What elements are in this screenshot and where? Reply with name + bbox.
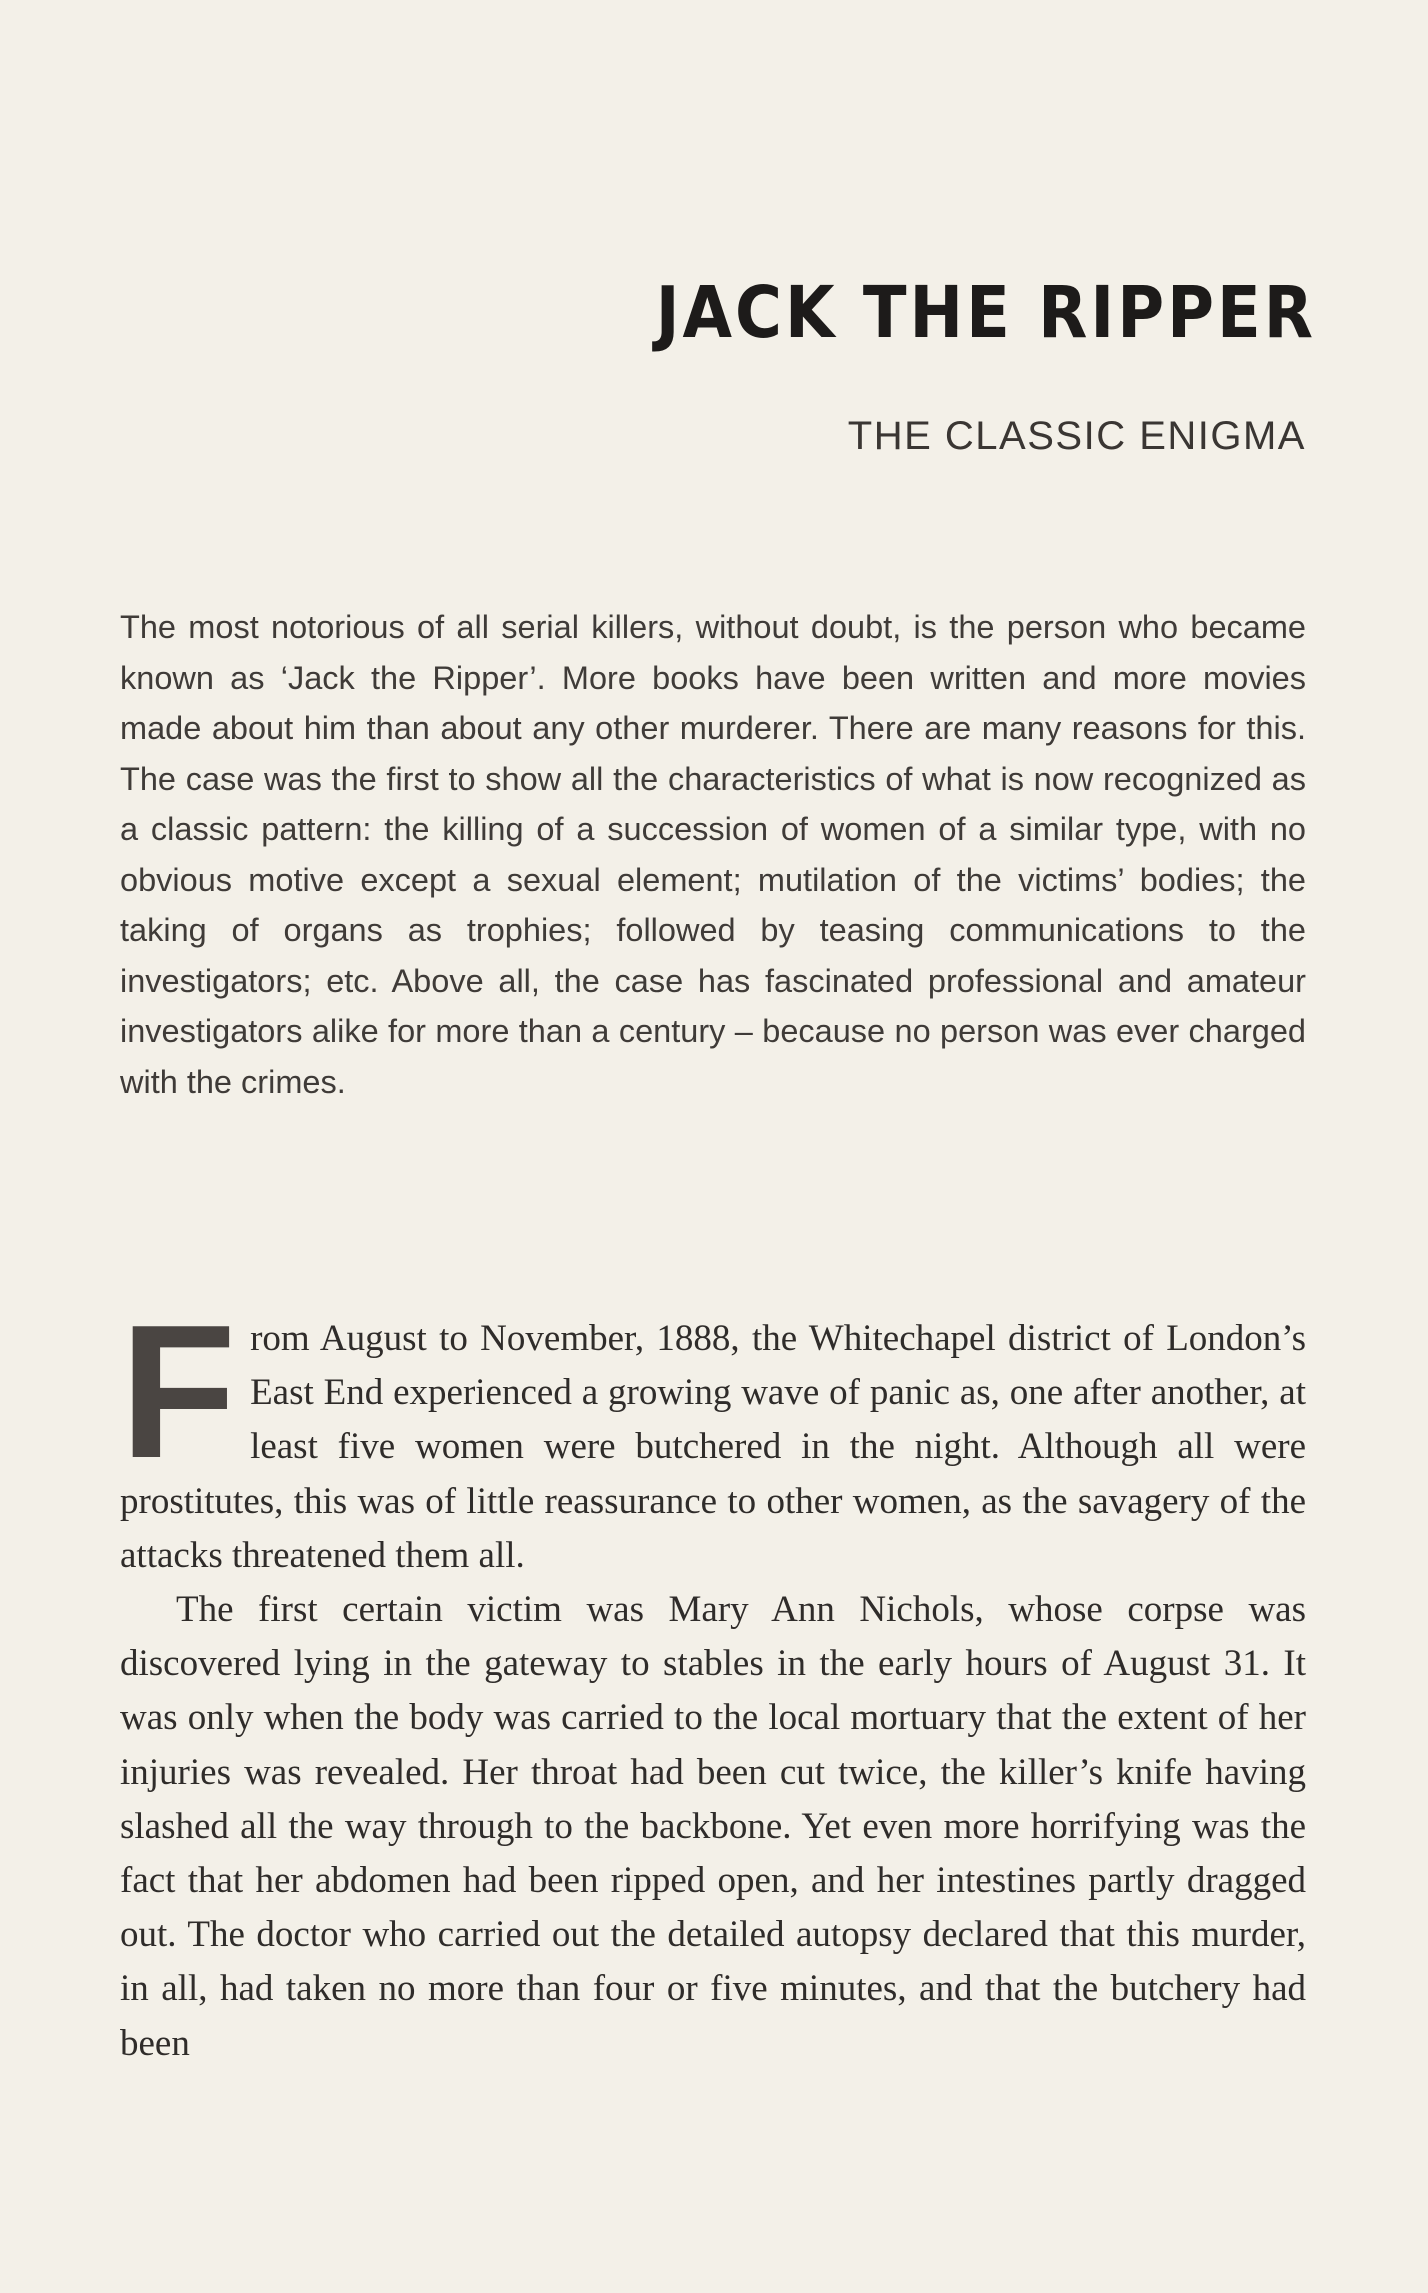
body-paragraph-1-text: rom August to November, 1888, the Whitechapel district of London’s East End experienced a growing wave of panic as, one after another, at least five women were butchered in the night. Although all were prostitutes, this was of little reassurance to other women, as the savagery of the attacks threatened them all.: [120, 1318, 1306, 1576]
body-text: [120, 1286, 1306, 2071]
body-paragraph-1: [120, 1286, 1306, 1583]
chapter-title: JACK THE RIPPER: [655, 272, 1316, 355]
drop-cap: F: [120, 1286, 237, 1498]
intro-paragraph: The most notorious of all serial killers, without doubt, is the person who became known as ‘Jack the Ripper’. More books have been written and more movies made about him than about any other murderer. There are many reasons for this. The case was the first to show all the characteristics of what is now recognized as a classic pattern: the killing of a succession of women of a similar type, with no obvious motive except a sexual element; mutilation of the victims’ bodies; the taking of organs as trophies; followed by teasing communications to the investigators; etc. Above all, the case has fascinated professional and amateur investigators alike for more than a century – because no person was ever charged with the crimes.: [120, 609, 1306, 1100]
chapter-subtitle: THE CLASSIC ENIGMA: [847, 414, 1306, 458]
body-paragraph-2: The first certain victim was Mary Ann Nichols, whose corpse was discovered lying in the gateway to stables in the early hours of August 31. It was only when the body was carried to the local mortuary that the extent of her injuries was revealed. Her throat had been cut twice, the killer’s knife having slashed all the way through to the backbone. Yet even more horrifying was the fact that her abdomen had been ripped open, and her intestines partly dragged out. The doctor who carried out the detailed autopsy declared that this murder, in all, had taken no more than four or five minutes, and that the butchery had been: [120, 1589, 1306, 2064]
